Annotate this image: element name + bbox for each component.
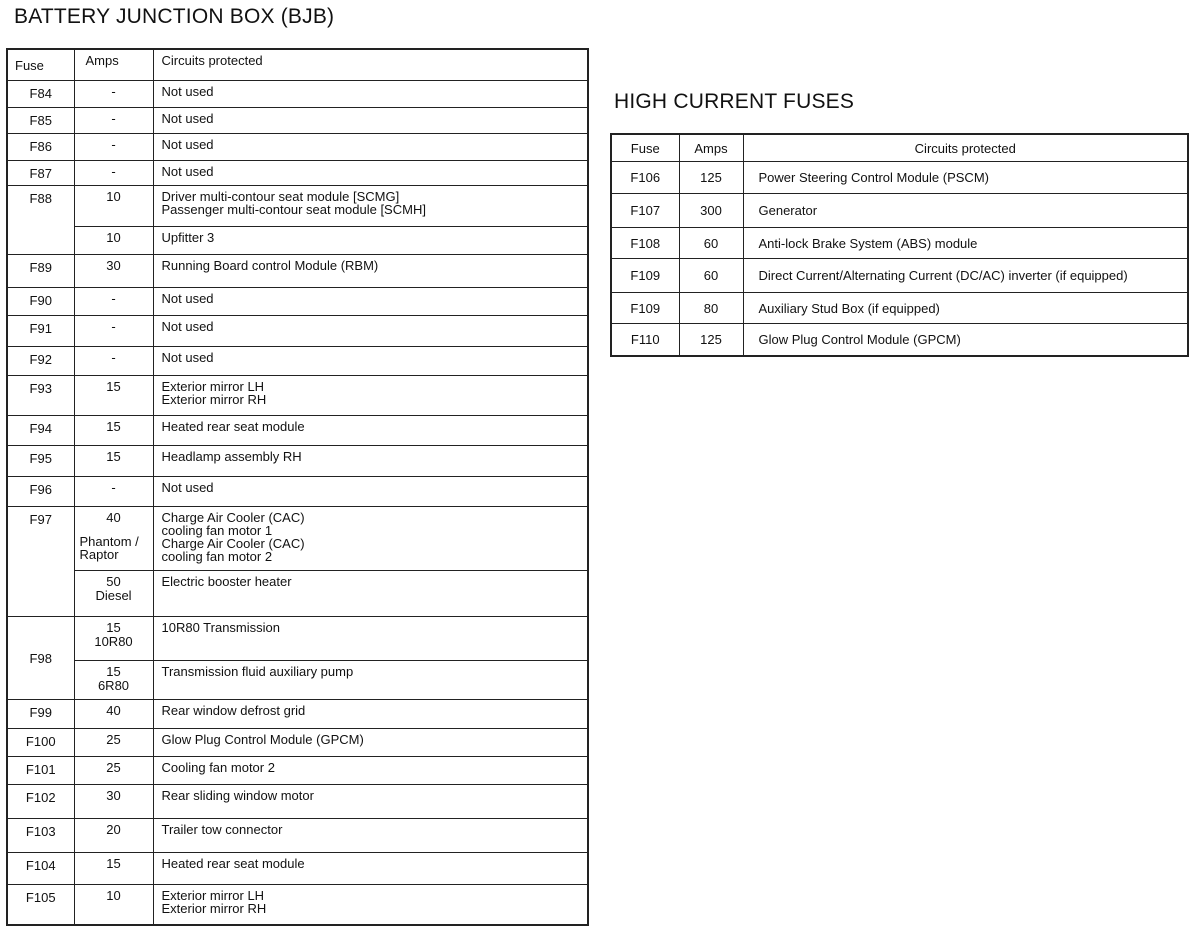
amps-value: - <box>111 137 116 152</box>
fuse-cell: F85 <box>7 108 74 134</box>
table-row <box>611 162 1188 194</box>
amps-value: 10 <box>106 888 121 903</box>
amps-cell <box>74 81 153 108</box>
fuse-cell: F100 <box>7 729 74 757</box>
amps-cell: 300 <box>679 194 743 228</box>
circuit-line: Transmission fluid auxiliary pump <box>161 664 354 679</box>
table-header-row <box>611 134 1188 162</box>
circuits-cell <box>153 347 588 376</box>
table-row <box>7 477 588 507</box>
circuits-cell: Generator <box>743 194 1188 228</box>
fuse-cell: F108 <box>611 228 679 259</box>
circuit-line: Not used <box>161 84 214 99</box>
amps-cell <box>74 853 153 885</box>
circuit-line: Cooling fan motor 2 <box>161 760 275 775</box>
circuits-cell <box>153 571 588 617</box>
circuit-line: Not used <box>161 319 214 334</box>
table-row <box>7 376 588 416</box>
circuits-cell <box>153 729 588 757</box>
column-header-amps: Amps <box>679 134 743 162</box>
table-row <box>7 617 588 661</box>
circuits-cell <box>153 819 588 853</box>
fuse-cell: F93 <box>7 376 74 416</box>
circuit-line: Running Board control Module (RBM) <box>161 258 379 273</box>
fuse-cell: F110 <box>611 324 679 356</box>
amps-cell <box>74 507 153 571</box>
amps-cell <box>74 161 153 186</box>
amps-value: 30 <box>106 788 121 803</box>
table-row <box>611 293 1188 324</box>
fuse-cell: F87 <box>7 161 74 186</box>
fuse-cell: F96 <box>7 477 74 507</box>
amps-cell <box>74 785 153 819</box>
amps-value: 10 <box>106 189 121 204</box>
table-row <box>7 81 588 108</box>
amps-value: 25 <box>106 760 121 775</box>
circuit-line: Upfitter 3 <box>161 230 215 245</box>
circuit-line: Electric booster heater <box>161 574 292 589</box>
circuit-line: Not used <box>161 137 214 152</box>
circuit-line: Not used <box>161 480 214 495</box>
table-row <box>7 507 588 571</box>
amps-cell <box>74 288 153 316</box>
amps-cell <box>74 571 153 617</box>
fuse-cell: F91 <box>7 316 74 347</box>
fuse-cell: F107 <box>611 194 679 228</box>
fuse-cell: F90 <box>7 288 74 316</box>
circuits-cell <box>153 617 588 661</box>
circuits-cell <box>153 288 588 316</box>
circuit-line: Headlamp assembly RH <box>161 449 302 464</box>
circuit-line: Charge Air Cooler (CAC) <box>161 510 305 525</box>
amps-note: Phantom / Raptor <box>79 534 139 562</box>
table-row <box>7 885 588 925</box>
amps-cell <box>74 376 153 416</box>
circuit-line: Passenger multi-contour seat module [SCMH] <box>161 202 426 217</box>
fuse-cell: F88 <box>7 186 74 255</box>
circuits-cell: Power Steering Control Module (PSCM) <box>743 162 1188 194</box>
amps-cell <box>74 255 153 288</box>
amps-value: 40 <box>106 510 121 525</box>
fuse-cell: F94 <box>7 416 74 446</box>
column-header-fuse: Fuse <box>7 49 74 81</box>
circuit-line: 10R80 Transmission <box>161 620 280 635</box>
amps-cell: 125 <box>679 162 743 194</box>
circuit-line: Not used <box>161 350 214 365</box>
amps-value: 15 <box>106 419 121 434</box>
circuits-cell <box>153 81 588 108</box>
amps-value: 15 <box>106 664 121 679</box>
circuits-cell: Auxiliary Stud Box (if equipped) <box>743 293 1188 324</box>
amps-cell <box>74 446 153 477</box>
amps-cell <box>74 700 153 729</box>
column-header-circuits: Circuits protected <box>743 134 1188 162</box>
table-row <box>7 186 588 227</box>
bjb-fuse-table <box>6 48 589 926</box>
amps-value: 15 <box>106 449 121 464</box>
amps-value: - <box>111 291 116 306</box>
fuse-cell: F106 <box>611 162 679 194</box>
amps-cell <box>74 617 153 661</box>
table-row <box>7 729 588 757</box>
circuits-cell <box>153 161 588 186</box>
amps-value: 40 <box>106 703 121 718</box>
amps-cell <box>74 227 153 255</box>
amps-cell <box>74 757 153 785</box>
table-row <box>7 785 588 819</box>
amps-value: 30 <box>106 258 121 273</box>
fuse-cell: F99 <box>7 700 74 729</box>
circuits-cell <box>153 376 588 416</box>
table-row <box>7 316 588 347</box>
amps-value: - <box>111 84 116 99</box>
circuit-line: Not used <box>161 111 214 126</box>
circuits-cell: Glow Plug Control Module (GPCM) <box>743 324 1188 356</box>
amps-value: 50 <box>106 574 121 589</box>
circuits-cell <box>153 134 588 161</box>
circuits-cell: Direct Current/Alternating Current (DC/AC) inverter (if equipped) <box>743 259 1188 293</box>
circuits-cell <box>153 446 588 477</box>
amps-value: - <box>111 480 116 495</box>
table-row <box>7 347 588 376</box>
table-row <box>7 700 588 729</box>
fuse-cell: F105 <box>7 885 74 925</box>
circuits-cell <box>153 785 588 819</box>
fuse-cell: F101 <box>7 757 74 785</box>
circuits-cell: Anti-lock Brake System (ABS) module <box>743 228 1188 259</box>
table-row <box>7 757 588 785</box>
circuits-cell <box>153 661 588 700</box>
table-row <box>7 134 588 161</box>
table-row <box>611 228 1188 259</box>
amps-value: - <box>111 350 116 365</box>
circuits-cell <box>153 316 588 347</box>
circuits-cell <box>153 227 588 255</box>
amps-cell <box>74 661 153 700</box>
circuit-line: Charge Air Cooler (CAC) <box>161 536 305 551</box>
table-row <box>7 819 588 853</box>
amps-note: 6R80 <box>97 678 130 693</box>
table-header-row <box>7 49 588 81</box>
amps-value: 25 <box>106 732 121 747</box>
fuse-cell: F109 <box>611 293 679 324</box>
fuse-cell: F95 <box>7 446 74 477</box>
amps-cell <box>74 477 153 507</box>
circuits-cell <box>153 186 588 227</box>
high-current-fuse-table <box>610 133 1189 357</box>
table-row <box>611 259 1188 293</box>
amps-cell <box>74 819 153 853</box>
table-row <box>7 288 588 316</box>
column-header-fuse: Fuse <box>611 134 679 162</box>
circuits-cell <box>153 885 588 925</box>
table-row <box>7 416 588 446</box>
amps-cell <box>74 347 153 376</box>
circuits-cell <box>153 853 588 885</box>
amps-cell <box>74 729 153 757</box>
table-row <box>611 324 1188 356</box>
amps-cell <box>74 134 153 161</box>
circuits-cell <box>153 108 588 134</box>
amps-cell: 60 <box>679 228 743 259</box>
amps-cell <box>74 885 153 925</box>
circuits-cell <box>153 416 588 446</box>
circuit-line: Glow Plug Control Module (GPCM) <box>161 732 364 747</box>
circuits-cell <box>153 700 588 729</box>
circuit-line: cooling fan motor 1 <box>161 523 273 538</box>
table-row <box>7 661 588 700</box>
circuit-line: Heated rear seat module <box>161 856 305 871</box>
amps-value: - <box>111 319 116 334</box>
fuse-cell: F98 <box>7 617 74 700</box>
table-row <box>7 446 588 477</box>
table-row <box>7 255 588 288</box>
amps-cell <box>74 316 153 347</box>
amps-cell: 60 <box>679 259 743 293</box>
amps-cell <box>74 186 153 227</box>
fuse-cell: F97 <box>7 507 74 617</box>
circuit-line: Not used <box>161 291 214 306</box>
circuit-line: Rear sliding window motor <box>161 788 314 803</box>
fuse-cell: F89 <box>7 255 74 288</box>
fuse-cell: F92 <box>7 347 74 376</box>
circuit-line: Rear window defrost grid <box>161 703 306 718</box>
table-row <box>7 227 588 255</box>
circuit-line: Heated rear seat module <box>161 419 305 434</box>
circuit-line: Exterior mirror RH <box>161 392 267 407</box>
amps-cell: 125 <box>679 324 743 356</box>
circuit-line: Exterior mirror LH <box>161 379 265 394</box>
amps-value: - <box>111 164 116 179</box>
circuit-line: Exterior mirror LH <box>161 888 265 903</box>
table-row <box>7 108 588 134</box>
table-row <box>7 853 588 885</box>
column-header-circuits: Circuits protected <box>153 49 588 81</box>
table-row <box>611 194 1188 228</box>
amps-note: 10R80 <box>94 634 133 649</box>
bjb-title: BATTERY JUNCTION BOX (BJB) <box>14 5 335 28</box>
amps-value: 15 <box>106 379 121 394</box>
column-header-amps: Amps <box>74 49 153 81</box>
circuit-line: Driver multi-contour seat module [SCMG] <box>161 189 400 204</box>
circuits-cell <box>153 507 588 571</box>
fuse-cell: F104 <box>7 853 74 885</box>
fuse-cell: F86 <box>7 134 74 161</box>
amps-value: 15 <box>106 856 121 871</box>
amps-cell <box>74 416 153 446</box>
circuit-line: Trailer tow connector <box>161 822 283 837</box>
amps-cell <box>74 108 153 134</box>
amps-value: 15 <box>106 620 121 635</box>
fuse-cell: F102 <box>7 785 74 819</box>
fuse-cell: F103 <box>7 819 74 853</box>
circuit-line: cooling fan motor 2 <box>161 549 273 564</box>
circuit-line: Not used <box>161 164 214 179</box>
amps-value: - <box>111 111 116 126</box>
amps-note: Diesel <box>95 588 132 603</box>
circuits-cell <box>153 757 588 785</box>
table-row <box>7 571 588 617</box>
high-current-title: HIGH CURRENT FUSES <box>614 90 855 113</box>
circuits-cell <box>153 255 588 288</box>
amps-value: 10 <box>106 230 121 245</box>
table-row <box>7 161 588 186</box>
fuse-cell: F84 <box>7 81 74 108</box>
amps-cell: 80 <box>679 293 743 324</box>
circuits-cell <box>153 477 588 507</box>
circuit-line: Exterior mirror RH <box>161 901 267 916</box>
fuse-cell: F109 <box>611 259 679 293</box>
amps-value: 20 <box>106 822 121 837</box>
